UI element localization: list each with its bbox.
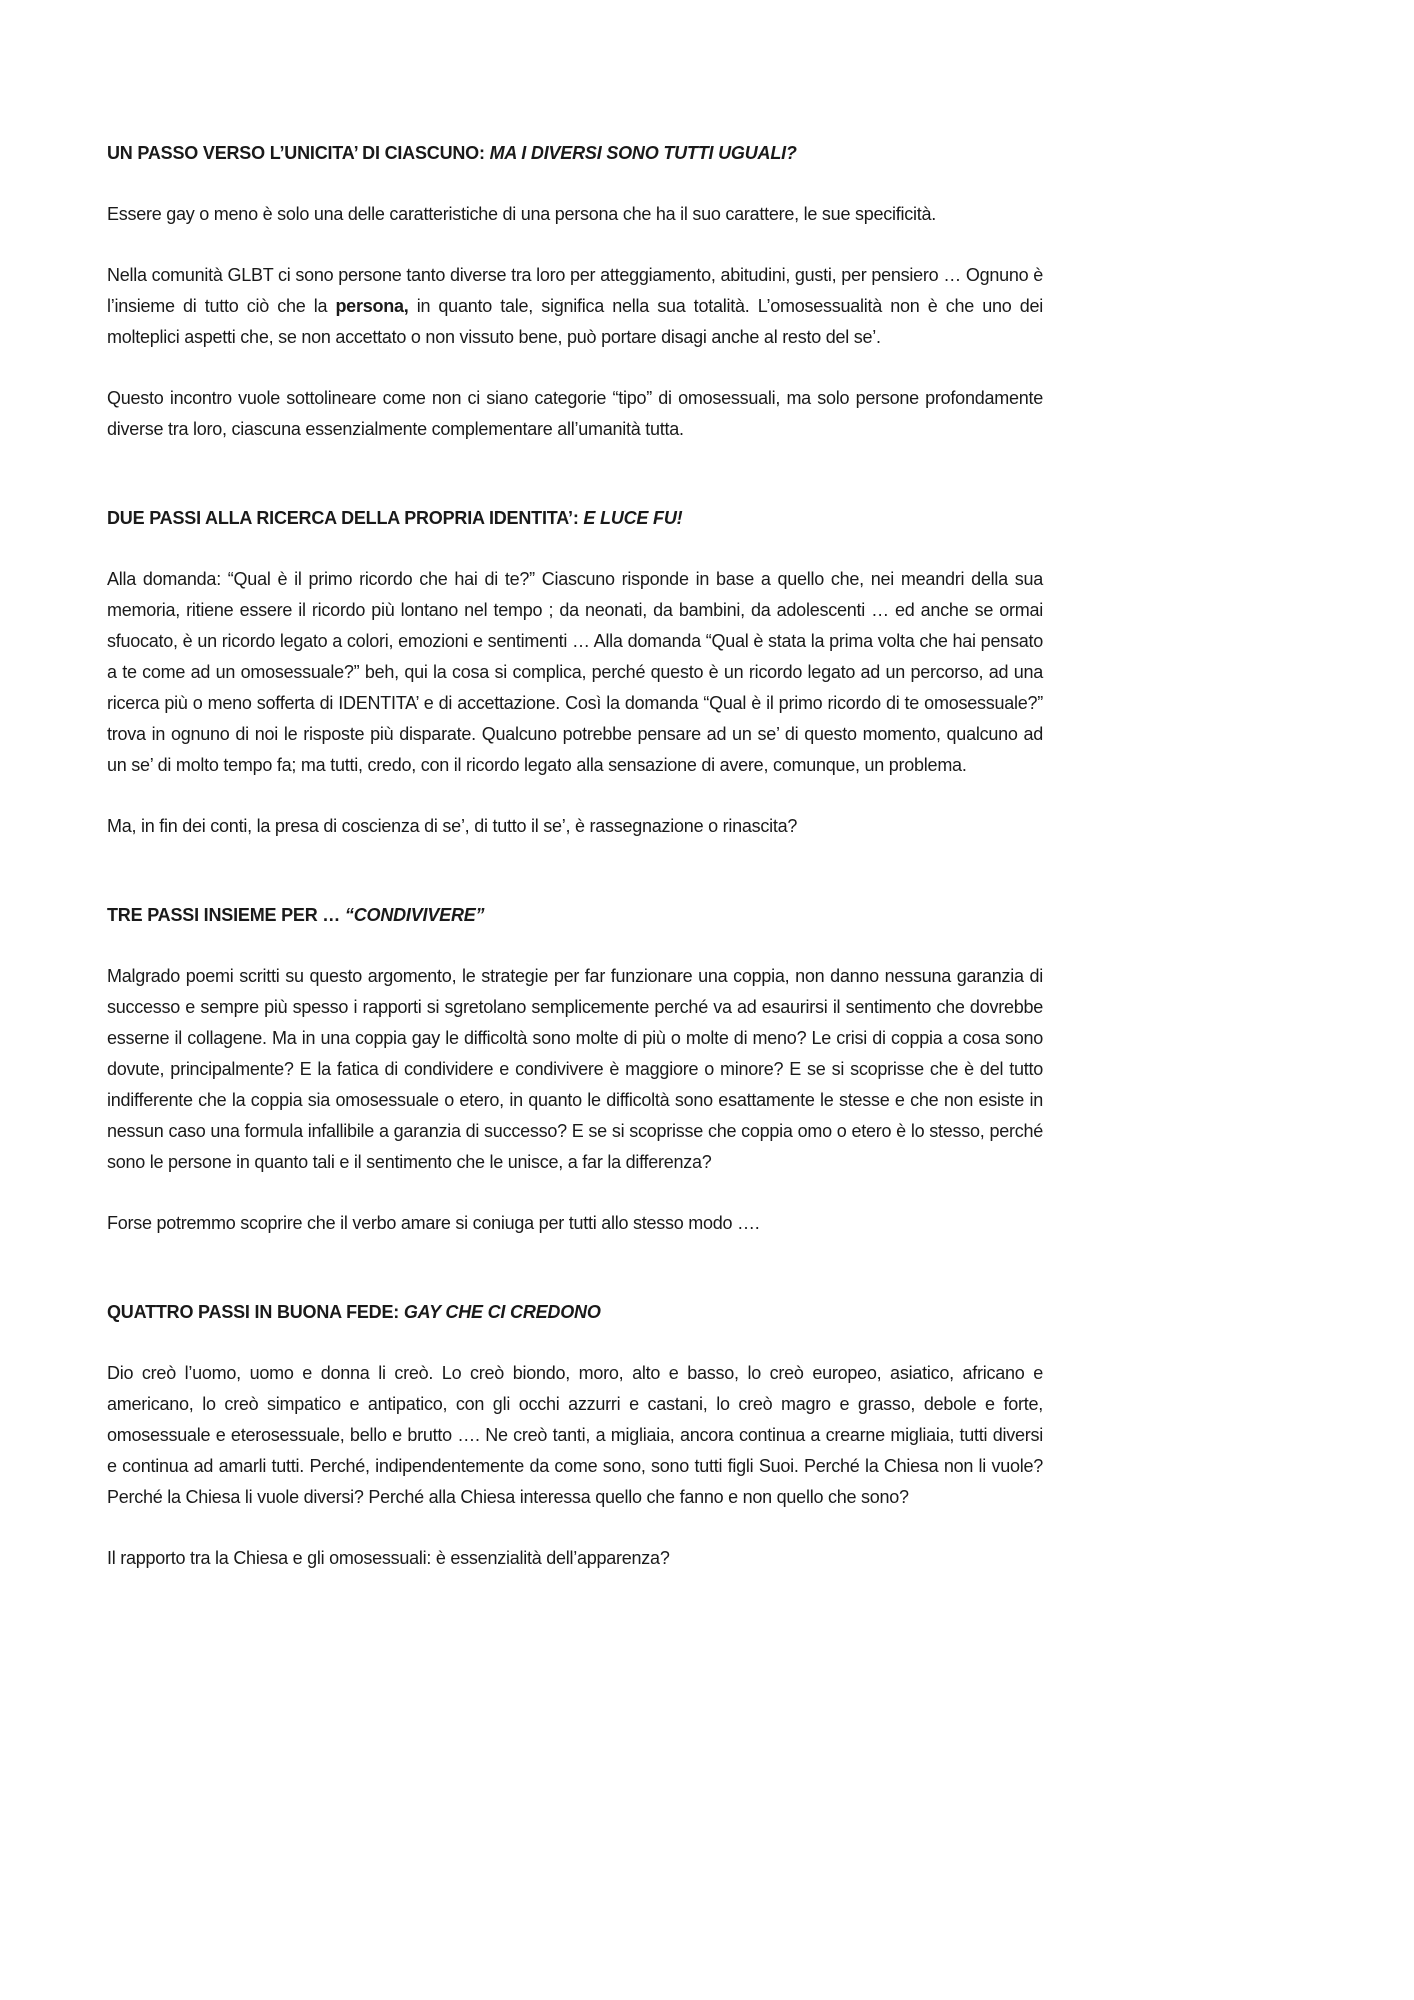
paragraph: Forse potremmo scoprire che il verbo amare si coniuga per tutti allo stesso modo …. — [107, 1213, 760, 1233]
heading-main: QUATTRO PASSI IN BUONA FEDE: — [107, 1302, 404, 1322]
paragraph: Alla domanda: “Qual è il primo ricordo che hai di te?” Ciascuno risponde in base a quello che, nei meandri della sua memoria, ritiene essere il ricordo più lontano nel tempo ; da neonati, da bambini, da adolescenti … ed anche se ormai sfuocato, è un ricordo legato a colori, emozioni e sentimenti … Alla domanda “Qual è stata la prima volta che hai pensato a te come ad un omosessuale?” beh, qui la cosa si complica, perché questo è un ricordo legato ad un percorso, ad una ricerca più o meno sofferta di IDENTITA’ e di accettazione. Così la domanda “Qual è il primo ricordo di te omosessuale?” trova in ognuno di noi le risposte più disparate. Qualcuno potrebbe pensare ad un se’ di questo momento, qualcuno ad un se’ di molto tempo fa; ma tutti, credo, con il ricordo legato alla sensazione di avere, comunque, un problema. — [107, 569, 1043, 775]
section-heading — [107, 900, 1043, 931]
paragraph: Il rapporto tra la Chiesa e gli omosessuali: è essenzialità dell’apparenza? — [107, 1548, 670, 1568]
paragraph-text: in quanto tale, significa nella sua totalità. L’omosessualità non è che uno dei molteplici aspetti che, se non accettato o non vissuto bene, può portare disagi anche al resto del se’. — [107, 296, 1043, 347]
heading-main: TRE PASSI INSIEME PER … — [107, 905, 345, 925]
heading-emphasis: MA I DIVERSI SONO TUTTI UGUALI? — [489, 143, 797, 163]
section-un-passo — [107, 138, 1043, 445]
heading-main: UN PASSO VERSO L’UNICITA’ DI CIASCUNO: — [107, 143, 490, 163]
paragraph: Malgrado poemi scritti su questo argomento, le strategie per far funzionare una coppia, non danno nessuna garanzia di successo e sempre più spesso i rapporti si sgretolano semplicemente perché va ad esaurirsi il sentimento che dovrebbe esserne il collagene. Ma in una coppia gay le difficoltà sono molte di più o molte di meno? Le crisi di coppia a cosa sono dovute, principalmente? E la fatica di condividere e condivivere è maggiore o minore? E se si scoprisse che è del tutto indifferente che la coppia sia omosessuale o etero, in quanto le difficoltà sono esattamente le stesse e che non esiste in nessun caso una formula infallibile a garanzia di successo? E se si scoprisse che coppia omo o etero è lo stesso, perché sono le persone in quanto tali e il sentimento che le unisce, a far la differenza? — [107, 966, 1043, 1172]
section-heading — [107, 138, 1043, 169]
paragraph: Ma, in fin dei conti, la presa di coscienza di se’, di tutto il se’, è rassegnazione o rinascita? — [107, 816, 798, 836]
section-quattro-passi — [107, 1297, 1043, 1574]
paragraph: Dio creò l’uomo, uomo e donna li creò. Lo creò biondo, moro, alto e basso, lo creò europeo, asiatico, africano e americano, lo creò simpatico e antipatico, con gli occhi azzurri e castani, lo creò magro e grasso, debole e forte, omosessuale e eterosessuale, bello e brutto …. Ne creò tanti, a migliaia, ancora continua a crearne migliaia, tutti diversi e continua ad amarli tutti. Perché, indipendentemente da come sono, sono tutti figli Suoi. Perché la Chiesa non li vuole? Perché la Chiesa li vuole diversi? Perché alla Chiesa interessa quello che fanno e non quello che sono? — [107, 1363, 1043, 1507]
paragraph-text: Nella comunità GLBT ci sono persone tanto diverse tra loro per atteggiamento, abitudini, gusti, per pensiero … Ognuno è l’insieme di tutto ciò che la — [107, 265, 1043, 316]
heading-emphasis: “CONDIVIVERE” — [344, 905, 485, 925]
document-page — [107, 138, 1043, 1604]
paragraph: Essere gay o meno è solo una delle caratteristiche di una persona che ha il suo carattere, le sue specificità. — [107, 204, 936, 224]
section-due-passi — [107, 503, 1043, 842]
section-tre-passi — [107, 900, 1043, 1239]
section-heading — [107, 503, 1043, 534]
heading-main: DUE PASSI ALLA RICERCA DELLA PROPRIA IDENTITA’: — [107, 508, 584, 528]
paragraph — [107, 260, 1043, 353]
paragraph: Questo incontro vuole sottolineare come non ci siano categorie “tipo” di omosessuali, ma solo persone profondamente diverse tra loro, ciascuna essenzialmente complementare all’umanità tutta. — [107, 388, 1043, 439]
inline-bold-text: persona, — [335, 296, 409, 316]
heading-emphasis: GAY CHE CI CREDONO — [403, 1302, 601, 1322]
section-heading — [107, 1297, 1043, 1328]
heading-emphasis: E LUCE FU! — [583, 508, 683, 528]
